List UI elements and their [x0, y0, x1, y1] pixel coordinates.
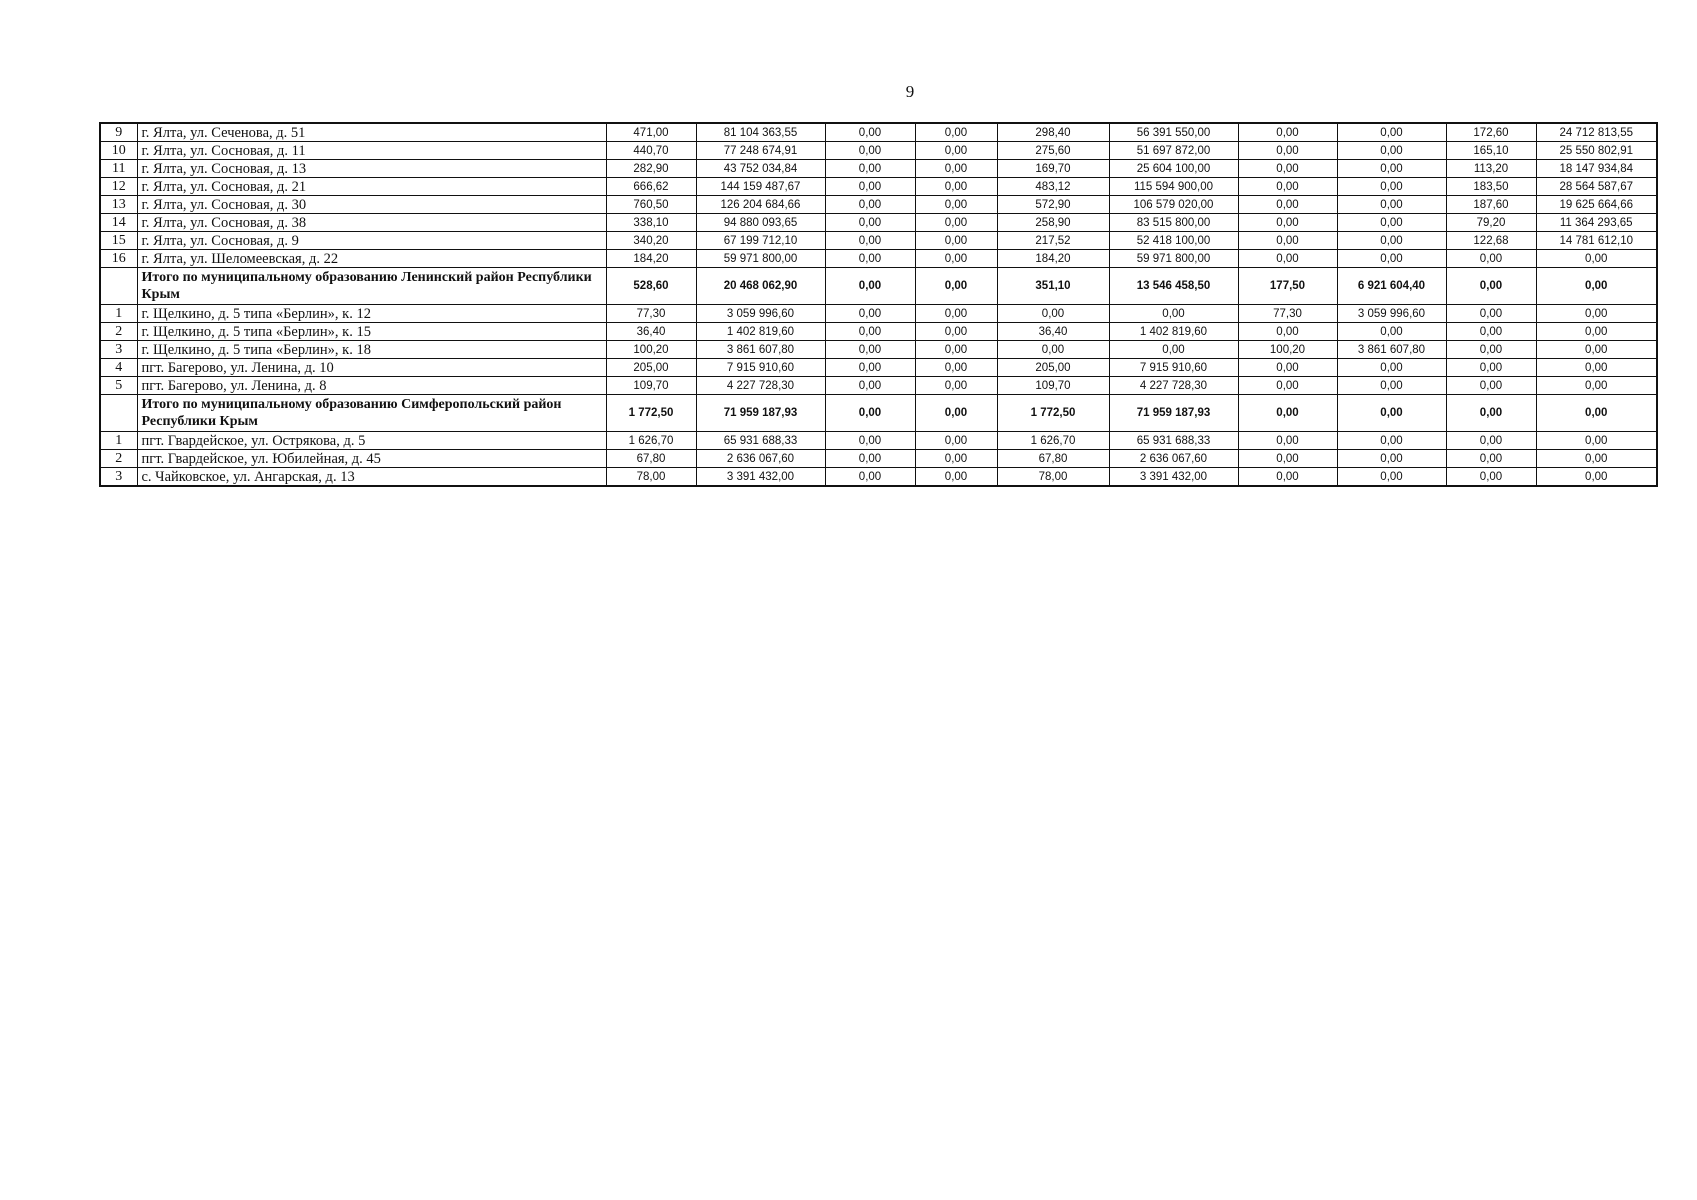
table-row	[100, 142, 1657, 160]
value-cell: 0,00	[1446, 268, 1536, 305]
value-cell: 3 391 432,00	[696, 468, 825, 487]
value-cell: 36,40	[997, 323, 1109, 341]
value-cell: 67,80	[997, 450, 1109, 468]
value-cell: 78,00	[997, 468, 1109, 487]
table-row	[100, 160, 1657, 178]
value-cell: 65 931 688,33	[1109, 432, 1238, 450]
value-cell: 0,00	[1536, 268, 1657, 305]
value-cell: 483,12	[997, 178, 1109, 196]
value-cell: 0,00	[1238, 377, 1337, 395]
value-cell: 0,00	[1337, 178, 1446, 196]
row-number: 2	[100, 450, 137, 468]
value-cell: 183,50	[1446, 178, 1536, 196]
value-cell: 0,00	[915, 323, 997, 341]
value-cell: 275,60	[997, 142, 1109, 160]
table-body	[100, 123, 1657, 486]
value-cell: 0,00	[825, 359, 915, 377]
value-cell: 0,00	[915, 160, 997, 178]
row-number	[100, 395, 137, 432]
value-cell: 258,90	[997, 214, 1109, 232]
value-cell: 43 752 034,84	[696, 160, 825, 178]
value-cell: 0,00	[1238, 123, 1337, 142]
data-table	[99, 122, 1658, 487]
value-cell: 0,00	[1238, 232, 1337, 250]
value-cell: 0,00	[915, 196, 997, 214]
row-number	[100, 268, 137, 305]
value-cell: 36,40	[606, 323, 696, 341]
value-cell: 7 915 910,60	[1109, 359, 1238, 377]
value-cell: 351,10	[997, 268, 1109, 305]
value-cell: 0,00	[1238, 395, 1337, 432]
value-cell: 81 104 363,55	[696, 123, 825, 142]
address-cell: г. Ялта, ул. Шеломеевская, д. 22	[137, 250, 606, 268]
value-cell: 1 402 819,60	[696, 323, 825, 341]
value-cell: 59 971 800,00	[1109, 250, 1238, 268]
value-cell: 77 248 674,91	[696, 142, 825, 160]
table-total-row	[100, 395, 1657, 432]
value-cell: 11 364 293,65	[1536, 214, 1657, 232]
address-cell: пгт. Багерово, ул. Ленина, д. 10	[137, 359, 606, 377]
value-cell: 0,00	[1446, 432, 1536, 450]
value-cell: 298,40	[997, 123, 1109, 142]
value-cell: 6 921 604,40	[1337, 268, 1446, 305]
total-label: Итого по муниципальному образованию Ленинский район Республики Крым	[137, 268, 606, 305]
value-cell: 187,60	[1446, 196, 1536, 214]
value-cell: 67 199 712,10	[696, 232, 825, 250]
value-cell: 0,00	[915, 305, 997, 323]
value-cell: 0,00	[1337, 468, 1446, 487]
value-cell: 0,00	[915, 268, 997, 305]
value-cell: 51 697 872,00	[1109, 142, 1238, 160]
row-number: 2	[100, 323, 137, 341]
value-cell: 20 468 062,90	[696, 268, 825, 305]
value-cell: 0,00	[825, 250, 915, 268]
value-cell: 0,00	[915, 377, 997, 395]
value-cell: 100,20	[606, 341, 696, 359]
value-cell: 115 594 900,00	[1109, 178, 1238, 196]
value-cell: 0,00	[1446, 305, 1536, 323]
value-cell: 440,70	[606, 142, 696, 160]
value-cell: 0,00	[915, 450, 997, 468]
value-cell: 3 059 996,60	[696, 305, 825, 323]
total-label: Итого по муниципальному образованию Симферопольский район Республики Крым	[137, 395, 606, 432]
row-number: 9	[100, 123, 137, 142]
value-cell: 0,00	[1238, 468, 1337, 487]
value-cell: 0,00	[915, 432, 997, 450]
value-cell: 0,00	[825, 142, 915, 160]
value-cell: 0,00	[1238, 450, 1337, 468]
value-cell: 59 971 800,00	[696, 250, 825, 268]
value-cell: 760,50	[606, 196, 696, 214]
value-cell: 25 604 100,00	[1109, 160, 1238, 178]
address-cell: г. Ялта, ул. Сосновая, д. 38	[137, 214, 606, 232]
value-cell: 0,00	[1238, 178, 1337, 196]
value-cell: 0,00	[1536, 250, 1657, 268]
value-cell: 0,00	[1337, 232, 1446, 250]
address-cell: г. Ялта, ул. Сосновая, д. 13	[137, 160, 606, 178]
value-cell: 205,00	[606, 359, 696, 377]
value-cell: 205,00	[997, 359, 1109, 377]
value-cell: 78,00	[606, 468, 696, 487]
address-cell: г. Ялта, ул. Сосновая, д. 30	[137, 196, 606, 214]
value-cell: 65 931 688,33	[696, 432, 825, 450]
value-cell: 1 626,70	[606, 432, 696, 450]
value-cell: 3 391 432,00	[1109, 468, 1238, 487]
value-cell: 28 564 587,67	[1536, 178, 1657, 196]
value-cell: 126 204 684,66	[696, 196, 825, 214]
value-cell: 77,30	[606, 305, 696, 323]
value-cell: 100,20	[1238, 341, 1337, 359]
value-cell: 0,00	[1536, 377, 1657, 395]
value-cell: 0,00	[1536, 305, 1657, 323]
address-cell: с. Чайковское, ул. Ангарская, д. 13	[137, 468, 606, 487]
value-cell: 0,00	[1337, 432, 1446, 450]
page-number: 9	[905, 82, 915, 101]
value-cell: 71 959 187,93	[1109, 395, 1238, 432]
value-cell: 113,20	[1446, 160, 1536, 178]
value-cell: 0,00	[1536, 468, 1657, 487]
value-cell: 0,00	[915, 395, 997, 432]
value-cell: 1 772,50	[997, 395, 1109, 432]
value-cell: 0,00	[825, 341, 915, 359]
value-cell: 0,00	[825, 377, 915, 395]
value-cell: 1 402 819,60	[1109, 323, 1238, 341]
value-cell: 0,00	[915, 232, 997, 250]
value-cell: 0,00	[915, 250, 997, 268]
value-cell: 0,00	[1238, 323, 1337, 341]
row-number: 3	[100, 341, 137, 359]
address-cell: пгт. Гвардейское, ул. Юбилейная, д. 45	[137, 450, 606, 468]
table-row	[100, 323, 1657, 341]
table-row	[100, 432, 1657, 450]
value-cell: 18 147 934,84	[1536, 160, 1657, 178]
table-row	[100, 359, 1657, 377]
value-cell: 24 712 813,55	[1536, 123, 1657, 142]
value-cell: 0,00	[1536, 323, 1657, 341]
row-number: 1	[100, 432, 137, 450]
value-cell: 56 391 550,00	[1109, 123, 1238, 142]
row-number: 4	[100, 359, 137, 377]
row-number: 10	[100, 142, 137, 160]
value-cell: 94 880 093,65	[696, 214, 825, 232]
value-cell: 0,00	[1446, 450, 1536, 468]
value-cell: 0,00	[1446, 323, 1536, 341]
value-cell: 0,00	[1238, 214, 1337, 232]
value-cell: 0,00	[825, 196, 915, 214]
value-cell: 0,00	[1238, 359, 1337, 377]
value-cell: 14 781 612,10	[1536, 232, 1657, 250]
value-cell: 217,52	[997, 232, 1109, 250]
value-cell: 109,70	[997, 377, 1109, 395]
value-cell: 528,60	[606, 268, 696, 305]
value-cell: 338,10	[606, 214, 696, 232]
value-cell: 2 636 067,60	[1109, 450, 1238, 468]
value-cell: 77,30	[1238, 305, 1337, 323]
value-cell: 0,00	[915, 359, 997, 377]
address-cell: г. Щелкино, д. 5 типа «Берлин», к. 12	[137, 305, 606, 323]
value-cell: 79,20	[1446, 214, 1536, 232]
value-cell: 0,00	[825, 123, 915, 142]
value-cell: 4 227 728,30	[1109, 377, 1238, 395]
table-total-row	[100, 268, 1657, 305]
value-cell: 0,00	[1337, 450, 1446, 468]
row-number: 11	[100, 160, 137, 178]
address-cell: г. Ялта, ул. Сосновая, д. 21	[137, 178, 606, 196]
value-cell: 0,00	[1238, 142, 1337, 160]
value-cell: 169,70	[997, 160, 1109, 178]
value-cell: 666,62	[606, 178, 696, 196]
value-cell: 0,00	[915, 142, 997, 160]
value-cell: 471,00	[606, 123, 696, 142]
value-cell: 0,00	[825, 305, 915, 323]
value-cell: 0,00	[1536, 450, 1657, 468]
value-cell: 0,00	[1337, 214, 1446, 232]
table-row	[100, 341, 1657, 359]
value-cell: 0,00	[1337, 123, 1446, 142]
value-cell: 13 546 458,50	[1109, 268, 1238, 305]
table-row	[100, 305, 1657, 323]
address-cell: пгт. Багерово, ул. Ленина, д. 8	[137, 377, 606, 395]
value-cell: 3 059 996,60	[1337, 305, 1446, 323]
value-cell: 0,00	[1446, 377, 1536, 395]
value-cell: 0,00	[825, 160, 915, 178]
value-cell: 67,80	[606, 450, 696, 468]
table-row	[100, 214, 1657, 232]
address-cell: г. Ялта, ул. Сосновая, д. 11	[137, 142, 606, 160]
value-cell: 2 636 067,60	[696, 450, 825, 468]
address-cell: пгт. Гвардейское, ул. Острякова, д. 5	[137, 432, 606, 450]
value-cell: 0,00	[1238, 196, 1337, 214]
value-cell: 165,10	[1446, 142, 1536, 160]
value-cell: 0,00	[915, 341, 997, 359]
value-cell: 3 861 607,80	[1337, 341, 1446, 359]
value-cell: 0,00	[1446, 359, 1536, 377]
value-cell: 0,00	[825, 178, 915, 196]
row-number: 15	[100, 232, 137, 250]
row-number: 1	[100, 305, 137, 323]
table-row	[100, 250, 1657, 268]
value-cell: 83 515 800,00	[1109, 214, 1238, 232]
value-cell: 572,90	[997, 196, 1109, 214]
value-cell: 0,00	[1337, 395, 1446, 432]
value-cell: 1 772,50	[606, 395, 696, 432]
value-cell: 0,00	[1536, 359, 1657, 377]
value-cell: 0,00	[825, 450, 915, 468]
value-cell: 71 959 187,93	[696, 395, 825, 432]
value-cell: 3 861 607,80	[696, 341, 825, 359]
value-cell: 106 579 020,00	[1109, 196, 1238, 214]
table-row	[100, 450, 1657, 468]
value-cell: 0,00	[915, 468, 997, 487]
value-cell: 0,00	[1446, 250, 1536, 268]
value-cell: 4 227 728,30	[696, 377, 825, 395]
row-number: 5	[100, 377, 137, 395]
value-cell: 0,00	[1536, 432, 1657, 450]
value-cell: 0,00	[1536, 341, 1657, 359]
value-cell: 0,00	[915, 123, 997, 142]
address-cell: г. Щелкино, д. 5 типа «Берлин», к. 15	[137, 323, 606, 341]
value-cell: 0,00	[1109, 305, 1238, 323]
value-cell: 122,68	[1446, 232, 1536, 250]
table-row	[100, 468, 1657, 487]
address-cell: г. Ялта, ул. Сеченова, д. 51	[137, 123, 606, 142]
value-cell: 0,00	[1238, 432, 1337, 450]
table-row	[100, 178, 1657, 196]
value-cell: 0,00	[1337, 377, 1446, 395]
address-cell: г. Ялта, ул. Сосновая, д. 9	[137, 232, 606, 250]
value-cell: 0,00	[997, 305, 1109, 323]
value-cell: 0,00	[1109, 341, 1238, 359]
table-row	[100, 232, 1657, 250]
value-cell: 184,20	[997, 250, 1109, 268]
value-cell: 0,00	[825, 232, 915, 250]
value-cell: 0,00	[1337, 323, 1446, 341]
value-cell: 7 915 910,60	[696, 359, 825, 377]
value-cell: 0,00	[825, 468, 915, 487]
value-cell: 0,00	[1446, 468, 1536, 487]
value-cell: 340,20	[606, 232, 696, 250]
value-cell: 0,00	[825, 268, 915, 305]
value-cell: 0,00	[1337, 359, 1446, 377]
table-row	[100, 196, 1657, 214]
value-cell: 0,00	[997, 341, 1109, 359]
value-cell: 172,60	[1446, 123, 1536, 142]
value-cell: 0,00	[1337, 160, 1446, 178]
row-number: 13	[100, 196, 137, 214]
value-cell: 0,00	[915, 178, 997, 196]
value-cell: 0,00	[825, 214, 915, 232]
value-cell: 177,50	[1238, 268, 1337, 305]
value-cell: 0,00	[1238, 160, 1337, 178]
row-number: 12	[100, 178, 137, 196]
value-cell: 0,00	[1238, 250, 1337, 268]
value-cell: 109,70	[606, 377, 696, 395]
value-cell: 0,00	[1536, 395, 1657, 432]
value-cell: 19 625 664,66	[1536, 196, 1657, 214]
value-cell: 0,00	[825, 323, 915, 341]
value-cell: 144 159 487,67	[696, 178, 825, 196]
address-cell: г. Щелкино, д. 5 типа «Берлин», к. 18	[137, 341, 606, 359]
value-cell: 0,00	[915, 214, 997, 232]
value-cell: 0,00	[825, 395, 915, 432]
value-cell: 0,00	[1446, 341, 1536, 359]
value-cell: 0,00	[825, 432, 915, 450]
value-cell: 0,00	[1446, 395, 1536, 432]
row-number: 14	[100, 214, 137, 232]
value-cell: 25 550 802,91	[1536, 142, 1657, 160]
value-cell: 1 626,70	[997, 432, 1109, 450]
value-cell: 0,00	[1337, 196, 1446, 214]
value-cell: 0,00	[1337, 142, 1446, 160]
value-cell: 282,90	[606, 160, 696, 178]
value-cell: 0,00	[1337, 250, 1446, 268]
table-row	[100, 123, 1657, 142]
value-cell: 52 418 100,00	[1109, 232, 1238, 250]
table-row	[100, 377, 1657, 395]
row-number: 16	[100, 250, 137, 268]
value-cell: 184,20	[606, 250, 696, 268]
row-number: 3	[100, 468, 137, 487]
